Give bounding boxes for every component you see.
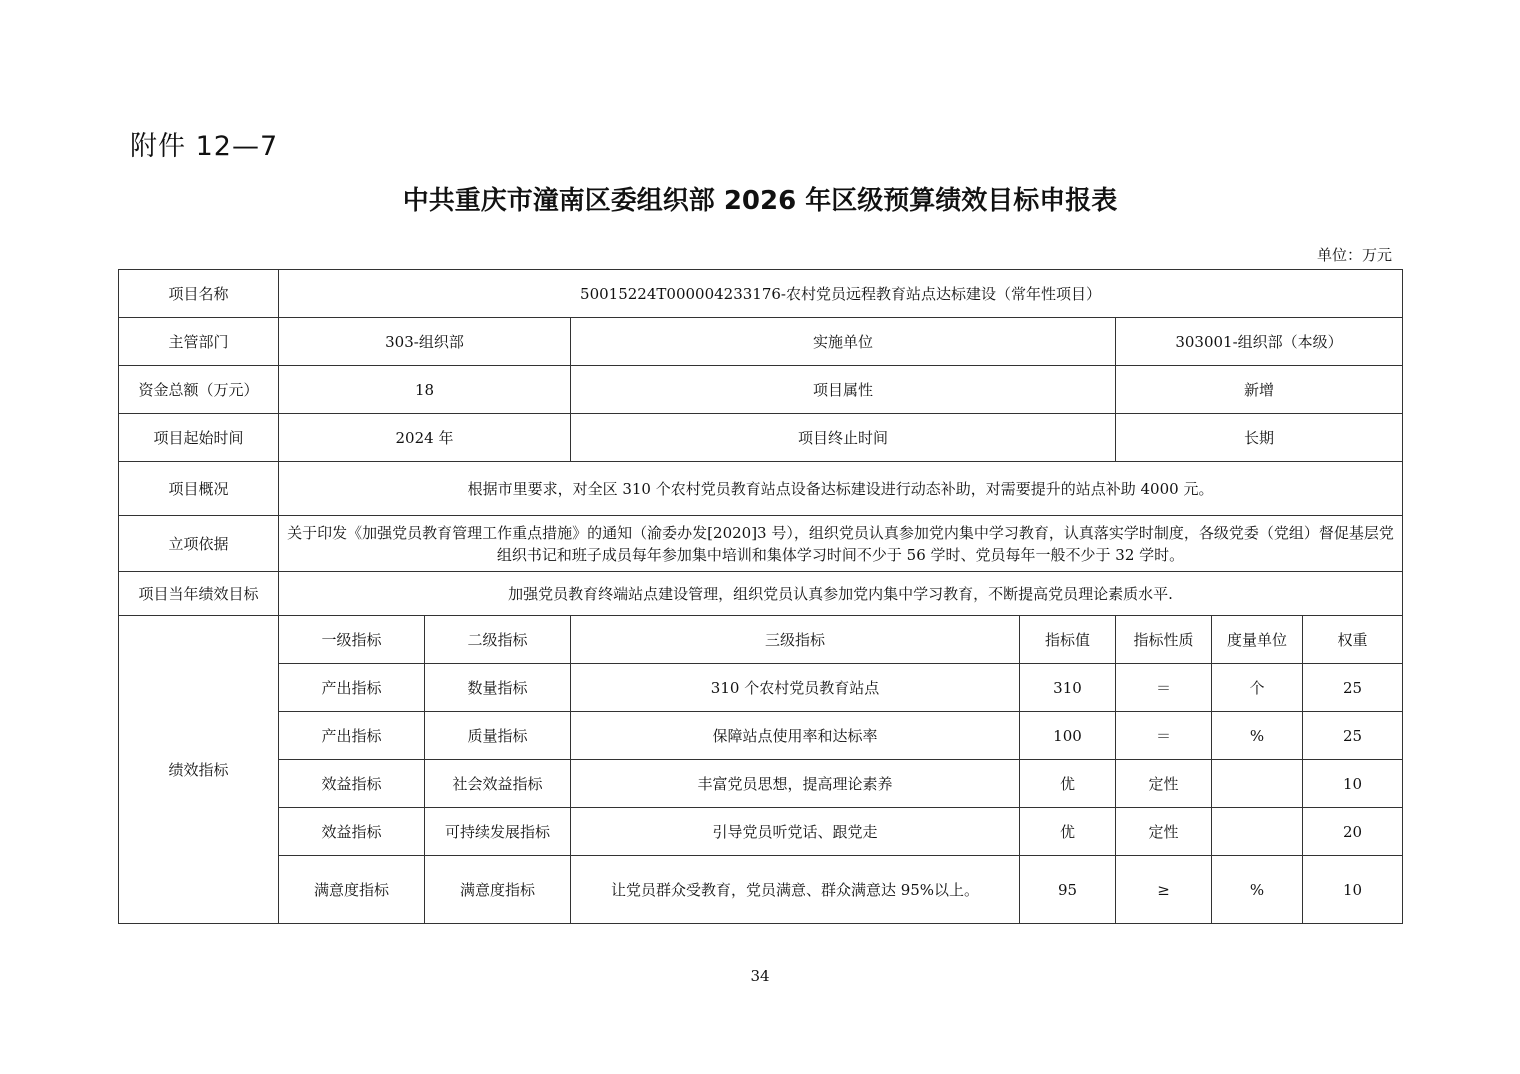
basis-value: 关于印发《加强党员教育管理工作重点措施》的通知（渝委办发[2020]3 号），组织党员认真参加党内集中学习教育，认真落实学时制度，各级党委（党组）督促基层党组织书记和班子成员每年参加集中培训和集体学习时间不少于 56 学时、党员每年一般不少于 32 学时。	[279, 516, 1403, 572]
indicator-header-row	[119, 616, 1403, 664]
header-unit: 度量单位	[1212, 616, 1303, 664]
overview-value: 根据市里要求，对全区 310 个农村党员教育站点设备达标建设进行动态补助，对需要提升的站点补助 4000 元。	[279, 462, 1403, 516]
table-row	[119, 856, 1403, 924]
page-title: 中共重庆市潼南区委组织部 2026 年区级预算绩效目标申报表	[402, 186, 1118, 216]
unit-cell: %	[1212, 856, 1303, 924]
row-funds	[119, 366, 1403, 414]
level2-cell: 质量指标	[425, 712, 571, 760]
level1-cell: 产出指标	[279, 712, 425, 760]
row-time	[119, 414, 1403, 462]
nature-cell: 定性	[1116, 808, 1212, 856]
unit-cell	[1212, 808, 1303, 856]
row-project-name	[119, 270, 1403, 318]
level1-cell: 产出指标	[279, 664, 425, 712]
level2-cell: 数量指标	[425, 664, 571, 712]
level1-cell: 满意度指标	[279, 856, 425, 924]
level2-cell: 可持续发展指标	[425, 808, 571, 856]
budget-table	[118, 269, 1403, 924]
attr-label: 项目属性	[571, 366, 1116, 414]
table-row	[119, 712, 1403, 760]
nature-cell: ≥	[1116, 856, 1212, 924]
weight-cell: 20	[1303, 808, 1403, 856]
impl-label: 实施单位	[571, 318, 1116, 366]
row-overview	[119, 462, 1403, 516]
basis-label: 立项依据	[119, 516, 279, 572]
attachment-label: 附件 12—7	[130, 131, 279, 162]
header-weight: 权重	[1303, 616, 1403, 664]
dept-label: 主管部门	[119, 318, 279, 366]
value-cell: 95	[1020, 856, 1116, 924]
end-value: 长期	[1116, 414, 1403, 462]
row-goal	[119, 572, 1403, 616]
unit-cell	[1212, 760, 1303, 808]
goal-value: 加强党员教育终端站点建设管理，组织党员认真参加党内集中学习教育，不断提高党员理论素质水平.	[279, 572, 1403, 616]
start-label: 项目起始时间	[119, 414, 279, 462]
header-level1: 一级指标	[279, 616, 425, 664]
level1-cell: 效益指标	[279, 808, 425, 856]
unit-label: 单位：万元	[1316, 246, 1392, 264]
row-dept	[119, 318, 1403, 366]
level3-cell: 保障站点使用率和达标率	[571, 712, 1020, 760]
page-number: 34	[750, 967, 770, 985]
weight-cell: 25	[1303, 712, 1403, 760]
level3-cell: 让党员群众受教育，党员满意、群众满意达 95%以上。	[571, 856, 1020, 924]
indicators-label: 绩效指标	[119, 616, 279, 924]
level3-cell: 引导党员听党话、跟党走	[571, 808, 1020, 856]
unit-cell: 个	[1212, 664, 1303, 712]
level3-cell: 310 个农村党员教育站点	[571, 664, 1020, 712]
nature-cell: 定性	[1116, 760, 1212, 808]
project-name-label: 项目名称	[119, 270, 279, 318]
table-row	[119, 808, 1403, 856]
weight-cell: 10	[1303, 760, 1403, 808]
level2-cell: 满意度指标	[425, 856, 571, 924]
funds-value: 18	[279, 366, 571, 414]
unit-cell: %	[1212, 712, 1303, 760]
header-nature: 指标性质	[1116, 616, 1212, 664]
project-name-value: 50015224T000004233176-农村党员远程教育站点达标建设（常年性项目）	[279, 270, 1403, 318]
level1-cell: 效益指标	[279, 760, 425, 808]
table-row	[119, 760, 1403, 808]
end-label: 项目终止时间	[571, 414, 1116, 462]
value-cell: 100	[1020, 712, 1116, 760]
goal-label: 项目当年绩效目标	[119, 572, 279, 616]
dept-value: 303-组织部	[279, 318, 571, 366]
attr-value: 新增	[1116, 366, 1403, 414]
table-row	[119, 664, 1403, 712]
value-cell: 优	[1020, 760, 1116, 808]
header-value: 指标值	[1020, 616, 1116, 664]
value-cell: 优	[1020, 808, 1116, 856]
start-value: 2024 年	[279, 414, 571, 462]
row-basis	[119, 516, 1403, 572]
weight-cell: 10	[1303, 856, 1403, 924]
header-level2: 二级指标	[425, 616, 571, 664]
nature-cell: ＝	[1116, 712, 1212, 760]
level3-cell: 丰富党员思想，提高理论素养	[571, 760, 1020, 808]
header-level3: 三级指标	[571, 616, 1020, 664]
impl-value: 303001-组织部（本级）	[1116, 318, 1403, 366]
nature-cell: ＝	[1116, 664, 1212, 712]
level2-cell: 社会效益指标	[425, 760, 571, 808]
weight-cell: 25	[1303, 664, 1403, 712]
funds-label: 资金总额（万元）	[119, 366, 279, 414]
overview-label: 项目概况	[119, 462, 279, 516]
value-cell: 310	[1020, 664, 1116, 712]
